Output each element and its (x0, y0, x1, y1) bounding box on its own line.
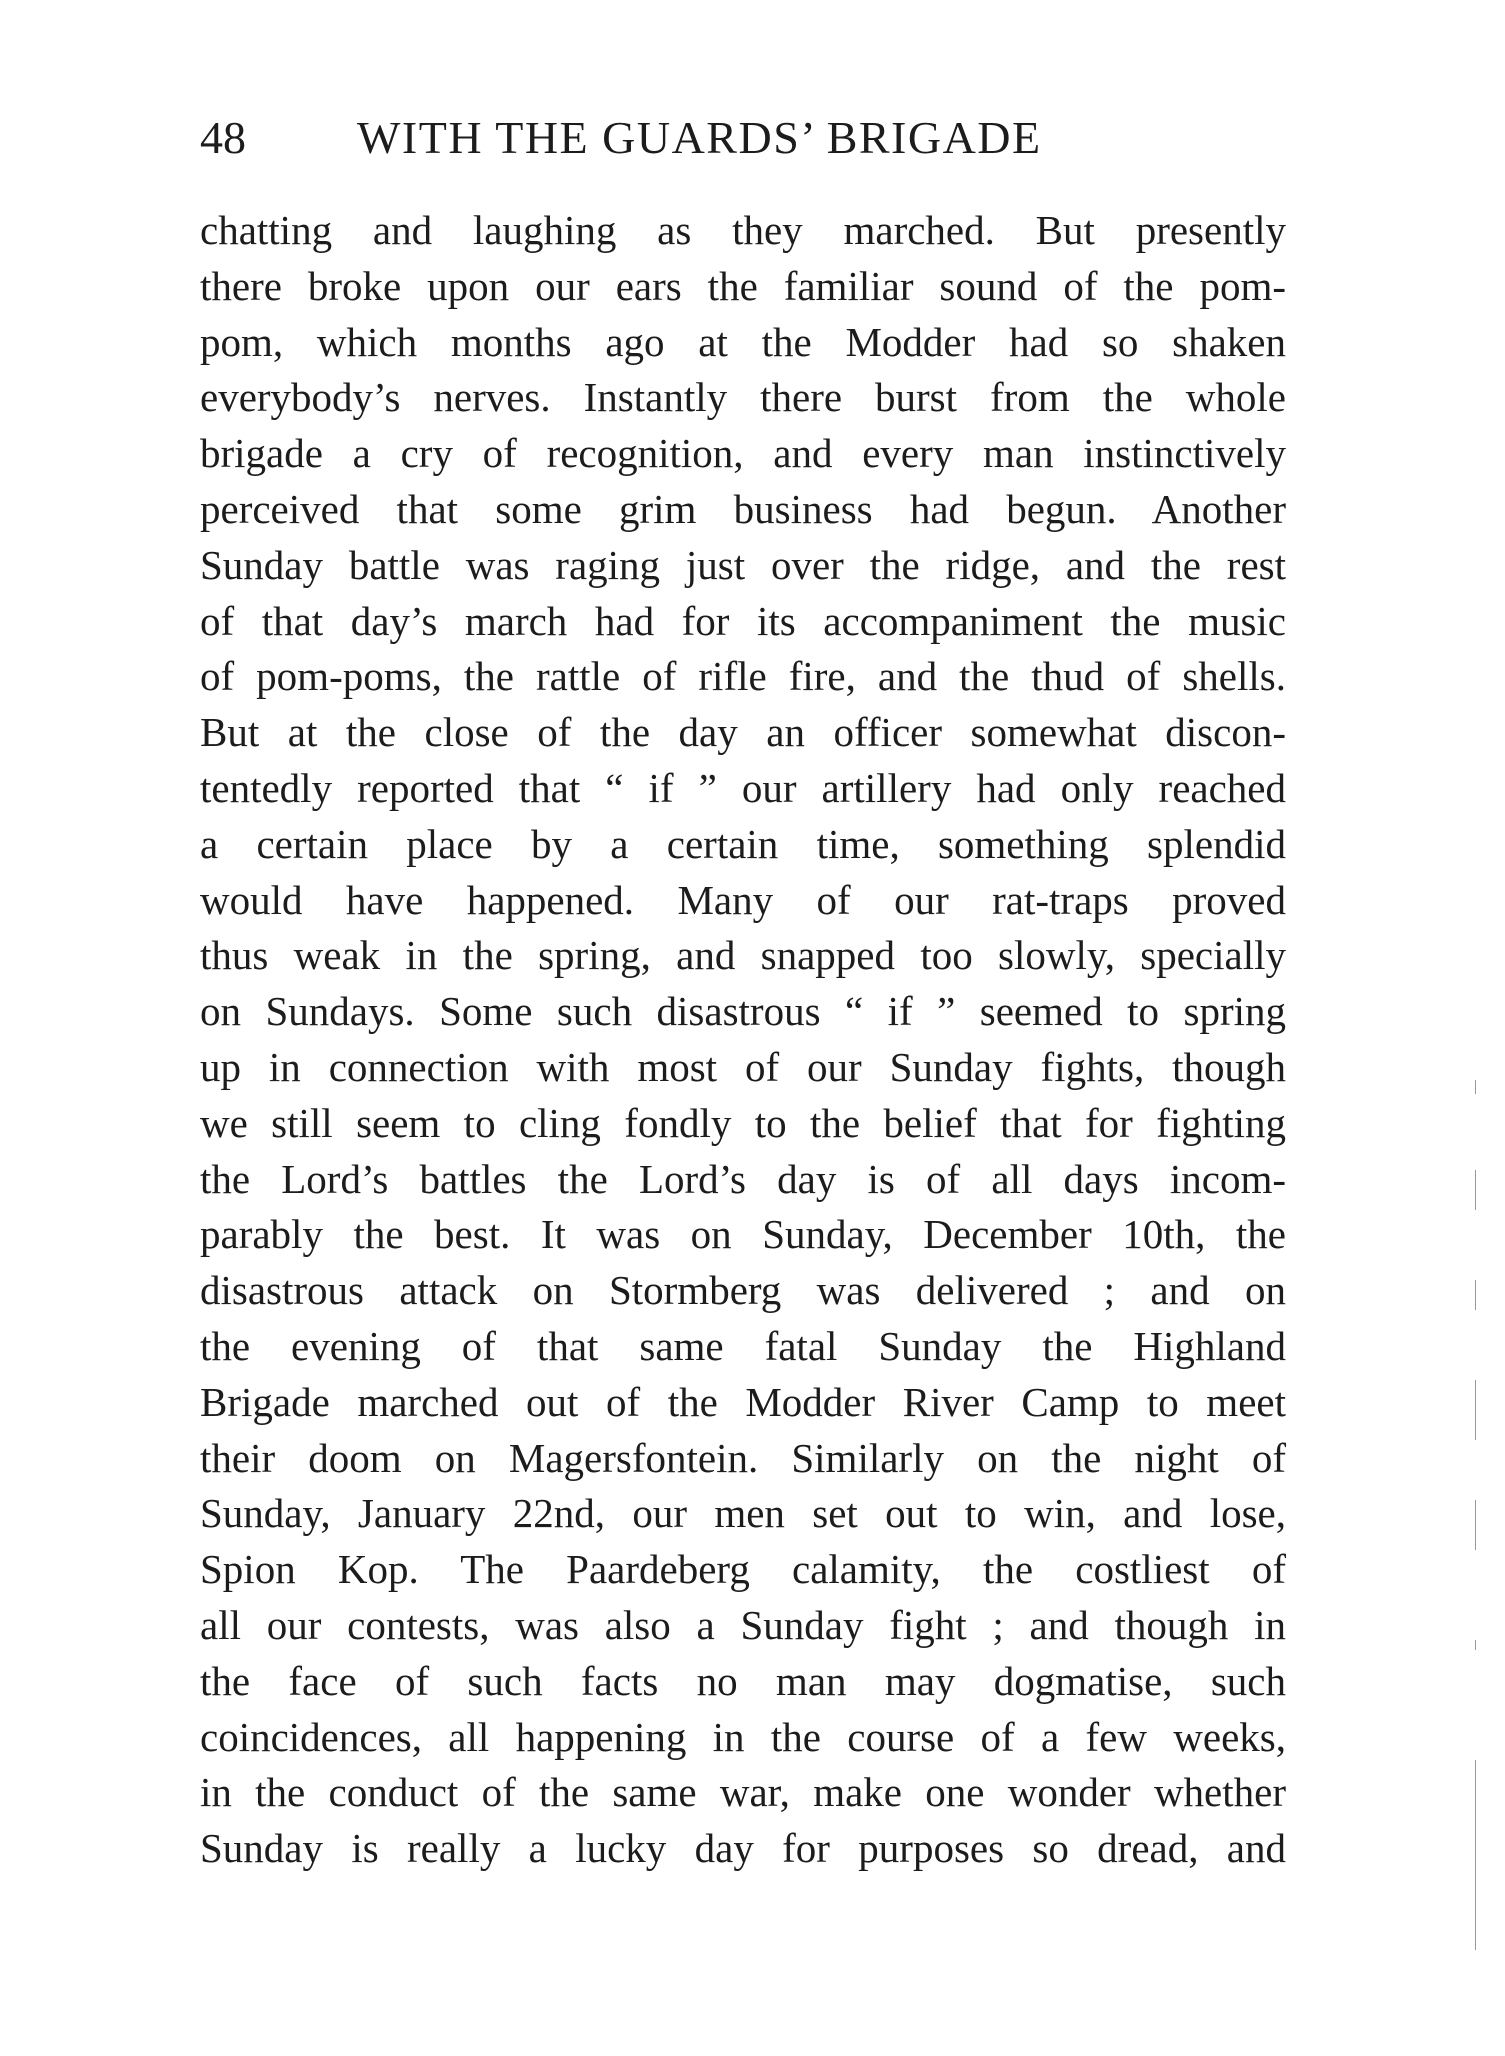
text-line-content: parably the best. It was on Sunday, December 10th, the (200, 1211, 1286, 1258)
text-line-content: chatting and laughing as they marched. But presently (200, 207, 1286, 253)
text-line (200, 1710, 1286, 1766)
text-line-content: Spion Kop. The Paardeberg calamity, the costliest of (200, 1546, 1286, 1593)
text-line-content: Sunday battle was raging just over the ridge, and the rest (200, 541, 1286, 588)
text-line (200, 1040, 1286, 1096)
text-line (200, 1375, 1286, 1431)
text-line (200, 1207, 1286, 1263)
text-line (200, 1431, 1286, 1487)
text-line (200, 873, 1286, 929)
text-line (200, 259, 1286, 315)
text-line (200, 705, 1286, 761)
text-line-content: a certain place by a certain time, something splendid (200, 820, 1286, 867)
text-line-content: up in connection with most of our Sunday fights, though (200, 1043, 1286, 1090)
text-line (200, 817, 1286, 873)
text-line (200, 761, 1286, 817)
text-line-content: in the conduct of the same war, make one wonder whether (200, 1769, 1286, 1816)
text-line (200, 538, 1286, 594)
text-line-content: But at the close of the day an officer somewhat discon- (200, 709, 1286, 756)
text-line-content: the evening of that same fatal Sunday the Highland (200, 1322, 1286, 1369)
text-line (200, 928, 1286, 984)
text-line-content: on Sundays. Some such disastrous “ if ” seemed to spring (200, 988, 1286, 1035)
text-line-content: Brigade marched out of the Modder River Camp to meet (200, 1378, 1286, 1425)
text-line (200, 1821, 1286, 1877)
text-line (200, 1319, 1286, 1375)
text-line-content: tentedly reported that “ if ” our artillery had only reached (200, 764, 1286, 811)
text-line-content: we still seem to cling fondly to the belief that for fighting (200, 1099, 1286, 1146)
text-line (200, 1152, 1286, 1208)
text-line-content: coincidences, all happening in the course of a few weeks, (200, 1713, 1286, 1760)
text-line-content: of pom-poms, the rattle of rifle fire, and the thud of shells. (200, 653, 1286, 700)
running-title: WITH THE GUARDS’ BRIGADE (357, 112, 1042, 163)
text-line-content: of that day’s march had for its accompaniment the music (200, 597, 1286, 644)
text-line (200, 649, 1286, 705)
text-line-content: thus weak in the spring, and snapped too slowly, specially (200, 932, 1286, 979)
text-line-content: would have happened. Many of our rat-traps proved (200, 876, 1286, 923)
text-line-content: pom, which months ago at the Modder had so shaken (200, 318, 1286, 365)
text-line (200, 1486, 1286, 1542)
text-line (200, 594, 1286, 650)
text-line (200, 426, 1286, 482)
text-line (200, 1096, 1286, 1152)
text-line-content: everybody’s nerves. Instantly there burst from the whole (200, 374, 1286, 421)
text-line (200, 482, 1286, 538)
text-line (200, 1654, 1286, 1710)
text-line-content: perceived that some grim business had begun. Another (200, 485, 1286, 532)
text-line (200, 1598, 1286, 1654)
text-line (200, 370, 1286, 426)
text-line-content: disastrous attack on Stormberg was delivered ; and on (200, 1267, 1286, 1314)
text-line (200, 984, 1286, 1040)
text-line (200, 1263, 1286, 1319)
text-line (200, 1542, 1286, 1598)
scan-edge-marks (1475, 1080, 1477, 1960)
text-line-content: their doom on Magersfontein. Similarly on the night of (200, 1434, 1286, 1481)
text-line-content: brigade a cry of recognition, and every man instinctively (200, 430, 1286, 477)
text-line-content: Sunday, January 22nd, our men set out to win, and lose, (200, 1490, 1286, 1537)
text-line (200, 315, 1286, 371)
text-line-content: Sunday is really a lucky day for purposes so dread, and (200, 1825, 1286, 1872)
body-text (200, 203, 1286, 1877)
text-line-content: all our contests, was also a Sunday fight ; and though in (200, 1601, 1286, 1648)
text-line-content: the face of such facts no man may dogmatise, such (200, 1657, 1286, 1704)
text-line-content: there broke upon our ears the familiar sound of the pom- (200, 262, 1286, 309)
running-header (200, 108, 1286, 168)
text-line (200, 203, 1286, 259)
page-number: 48 (200, 112, 246, 163)
text-line (200, 1765, 1286, 1821)
text-line-content: the Lord’s battles the Lord’s day is of all days incom- (200, 1155, 1286, 1202)
